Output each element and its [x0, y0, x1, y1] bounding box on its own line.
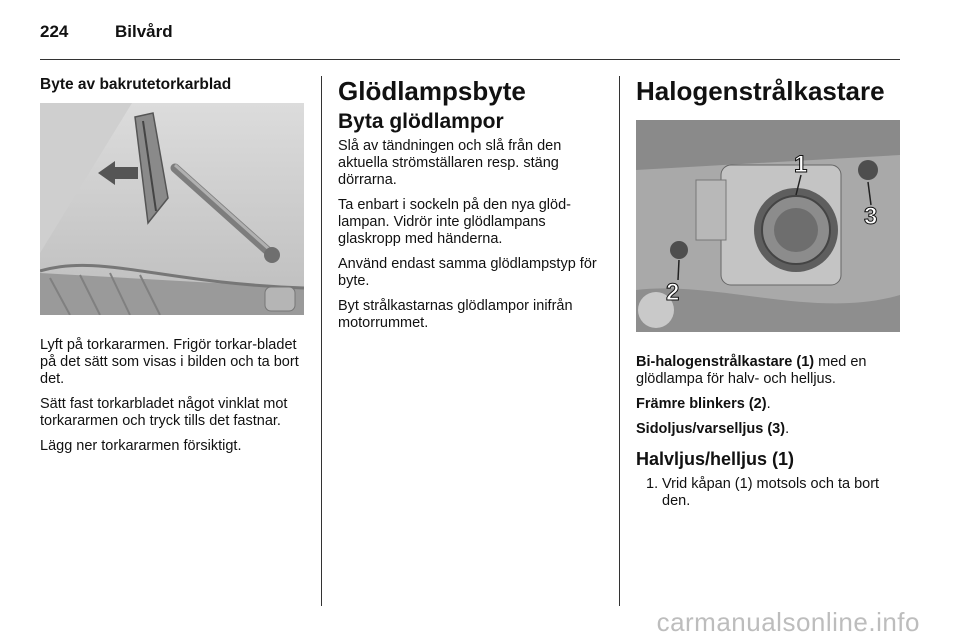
header-rule	[40, 59, 900, 60]
wiper-paragraph-3: Lägg ner torkararmen försiktigt.	[40, 438, 242, 454]
wiper-paragraph-2: Sätt fast torkarbladet något vinklat mot torkararmen och tryck tills det fastnar.	[40, 396, 288, 429]
watermark: carmanualsonline.info	[656, 607, 920, 637]
bulbs-paragraph-1: Slå av tändningen och slå från den aktuella strömställaren resp. stäng dörrarna.	[338, 138, 562, 188]
bulbs-subtitle: Byta glödlampor	[338, 110, 504, 133]
headlamp-item-3: Sidoljus/varselljus (3).	[636, 421, 790, 437]
column-headlamp	[636, 76, 906, 510]
wiper-heading: Byte av bakrutetorkarblad	[40, 76, 232, 93]
bulbs-paragraph-2: Ta enbart i sockeln på den nya glöd-lampan. Vidrör inte glödlampans glaskropp med händerna.	[338, 197, 571, 247]
column-bulbs	[338, 76, 606, 340]
headlamp-item-1: Bi-halogenstrålkastare (1) med en glödlampa för halv- och helljus.	[636, 354, 867, 387]
figure-label-3: 3	[864, 203, 878, 230]
steps-list	[636, 476, 906, 510]
page-header	[40, 22, 173, 42]
headlamp-illustration	[636, 120, 900, 332]
figure-label-2: 2	[666, 279, 680, 306]
list-item: 1. Vrid kåpan (1) motsols och ta bort den.	[646, 476, 880, 509]
wiper-illustration	[40, 103, 304, 315]
page-number: 224	[40, 22, 69, 41]
column-divider	[321, 76, 322, 606]
section-title: Bilvård	[115, 22, 173, 41]
wiper-paragraph-1: Lyft på torkararmen. Frigör torkar-bladet på det sätt som visas i bilden och ta bort det.	[40, 337, 299, 387]
bulbs-paragraph-3: Använd endast samma glödlampstyp för byte.	[338, 256, 597, 289]
headlamp-item-2: Främre blinkers (2).	[636, 396, 771, 412]
figure-label-1: 1	[794, 151, 808, 178]
column-divider	[619, 76, 620, 606]
bulbs-paragraph-4: Byt strålkastarnas glödlampor inifrån motorrummet.	[338, 298, 573, 331]
headlamp-title: Halogenstrålkastare	[636, 76, 885, 106]
headlamp-subheading: Halvljus/helljus (1)	[636, 449, 795, 469]
column-wiper	[40, 76, 304, 463]
bulbs-title: Glödlampsbyte	[338, 76, 526, 106]
